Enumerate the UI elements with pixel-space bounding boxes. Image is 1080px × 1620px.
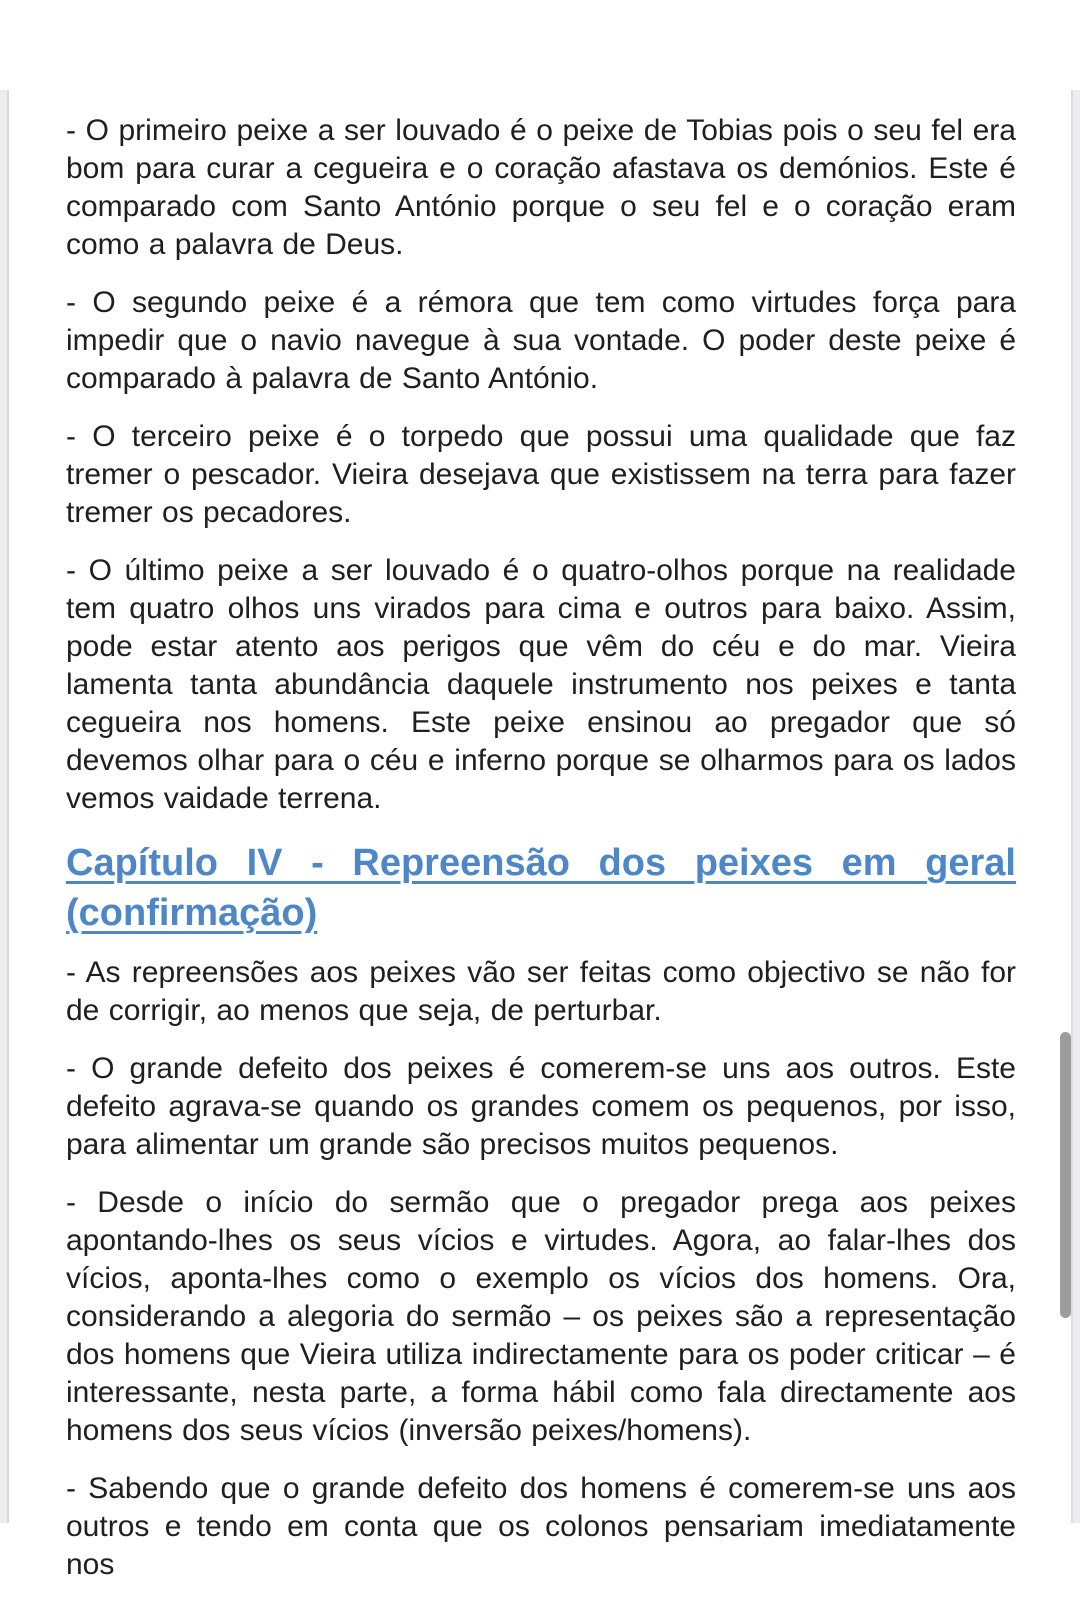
paragraph-reprehensions: - As repreensões aos peixes vão ser feitas como objectivo se não for de corrigir, ao menos que seja, de perturbar. <box>66 956 1016 1027</box>
paragraph-great-defect: - O grande defeito dos peixes é comerem-se uns aos outros. Este defeito agrava-se quando os grandes comem os pequenos, por isso, para alimentar um grande são precisos muitos pequenos. <box>66 1052 1016 1161</box>
paragraph-sermon-allegory: - Desde o início do sermão que o pregador prega aos peixes apontando-lhes os seus vícios e virtudes. Agora, ao falar-lhes dos vícios, aponta-lhes como o exemplo os vícios dos homens. Ora, considerando a alegoria do sermão – os peixes são a representação dos homens que Vieira utiliza indirectamente para os poder criticar – é interessante, nesta parte, a forma hábil como fala directamente aos homens dos seus vícios (inversão peixes/homens). <box>66 1186 1016 1447</box>
paragraph-four-eyes-fish: - O último peixe a ser louvado é o quatro-olhos porque na realidade tem quatro olhos uns virados para cima e outros para baixo. Assim, pode estar atento aos perigos que vêm do céu e do mar. Vieira lamenta tanta abundância daquele instrumento nos peixes e tanta cegueira nos homens. Este peixe ensinou ao pregador que só devemos olhar para o céu e inferno porque se olharmos para os lados vemos vaidade terrena. <box>66 554 1016 815</box>
paragraph-torpedo-fish: - O terceiro peixe é o torpedo que possui uma qualidade que faz tremer o pescador. Vieira desejava que existissem na terra para fazer tremer os pecadores. <box>66 420 1016 529</box>
paragraph-men-defect-cutoff: - Sabendo que o grande defeito dos homens é comerem-se uns aos outros e tendo em conta que os colonos pensariam imediatamente nos <box>66 1472 1016 1581</box>
paragraph-remora-fish: - O segundo peixe é a rémora que tem como virtudes força para impedir que o navio navegue à sua vontade. O poder deste peixe é comparado à palavra de Santo António. <box>66 286 1016 395</box>
chapter-heading-link[interactable]: Capítulo IV - Repreensão dos peixes em geral (confirmação) <box>66 842 1016 934</box>
scrollbar-thumb[interactable] <box>1060 1032 1071 1318</box>
paragraph-tobias-fish: - O primeiro peixe a ser louvado é o peixe de Tobias pois o seu fel era bom para curar a cegueira e o coração afastava os demónios. Este é comparado com Santo António porque o seu fel e o coração eram como a palavra de Deus. <box>66 114 1016 261</box>
